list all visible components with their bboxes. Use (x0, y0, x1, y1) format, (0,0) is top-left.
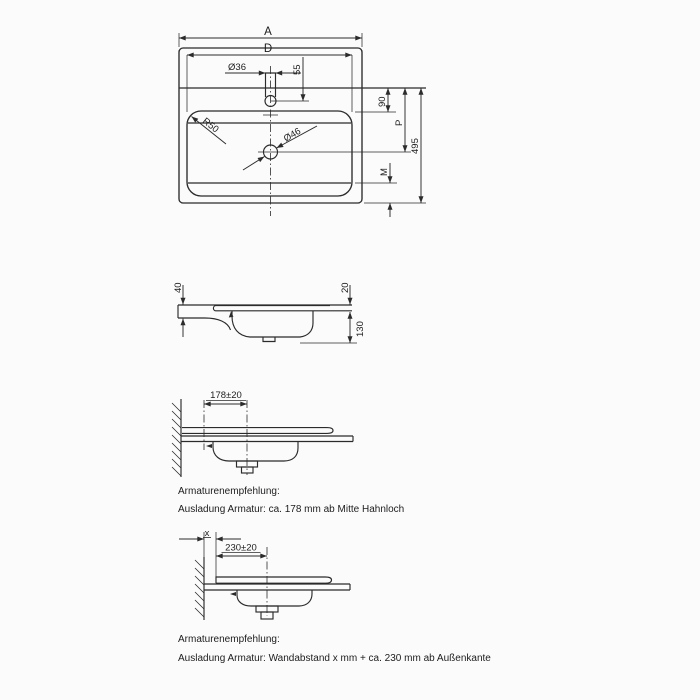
dim-label-R50: R50 (200, 115, 221, 136)
side-section-view (173, 282, 366, 343)
junction-tick-1 (206, 444, 212, 448)
dim-corner-radius (192, 116, 227, 144)
recommendation-note-1: Ausladung Armatur: ca. 178 mm ab Mitte Hahnloch (178, 504, 405, 515)
dim-label-drain-diameter: Ø46 (281, 125, 303, 145)
dim-label-230: 230±20 (225, 542, 257, 554)
section-drain-stub (263, 337, 275, 342)
dim-drain-diameter (243, 126, 317, 170)
dim-label-178: 178±20 (210, 390, 242, 401)
bowl-section-2 (237, 590, 312, 606)
dim-label-40: 40 (173, 282, 184, 293)
recommendation-title-1: Armaturenempfehlung: (178, 486, 280, 497)
section-junction-tick (229, 312, 234, 318)
dim-back-ledge (377, 88, 388, 112)
dim-tap-offset (271, 57, 309, 101)
basin-deck-2 (216, 577, 332, 583)
section-deck-bar (213, 306, 330, 311)
countertop-1 (181, 436, 353, 442)
dim-label-495: 495 (410, 138, 421, 154)
dim-label-D: D (263, 43, 273, 55)
dim-front-edge (340, 282, 351, 304)
junction-tick-2 (230, 592, 236, 596)
section-bowl (232, 311, 313, 337)
dim-label-tap-diameter: Ø36 (228, 62, 246, 73)
dim-spout-reach-1 (204, 390, 247, 404)
countertop-2 (204, 584, 350, 590)
dim-total-height (300, 312, 366, 343)
dim-tap-hole-diameter (225, 62, 301, 73)
top-view (179, 26, 426, 217)
dim-inner-width (187, 43, 352, 112)
dim-label-x: x (204, 528, 210, 539)
dim-spout-reach-2 (216, 543, 267, 557)
dim-label-A: A (264, 26, 272, 38)
dim-label-M: M (379, 168, 390, 176)
dim-label-130: 130 (355, 321, 366, 337)
dim-label-20: 20 (340, 282, 351, 293)
faucet-reach-view-1 (172, 390, 404, 515)
bowl-section-1 (213, 442, 298, 462)
faucet-reach-view-2 (178, 528, 491, 664)
dim-m (379, 163, 390, 217)
dim-label-90: 90 (377, 96, 388, 107)
dim-label-P: P (394, 119, 405, 126)
wall-hatch (172, 399, 181, 477)
recommendation-title-2: Armaturenempfehlung: (178, 634, 280, 645)
wall-hatch-2 (195, 557, 204, 620)
dim-p (394, 88, 405, 152)
section-front-underside (178, 318, 231, 330)
basin-deck-1 (182, 428, 333, 434)
recommendation-note-2: Ausladung Armatur: Wandabstand x mm + ca. 230 mm ab Außenkante (178, 653, 491, 664)
dim-overall-depth (410, 88, 421, 203)
dim-label-55: 55 (292, 64, 303, 75)
